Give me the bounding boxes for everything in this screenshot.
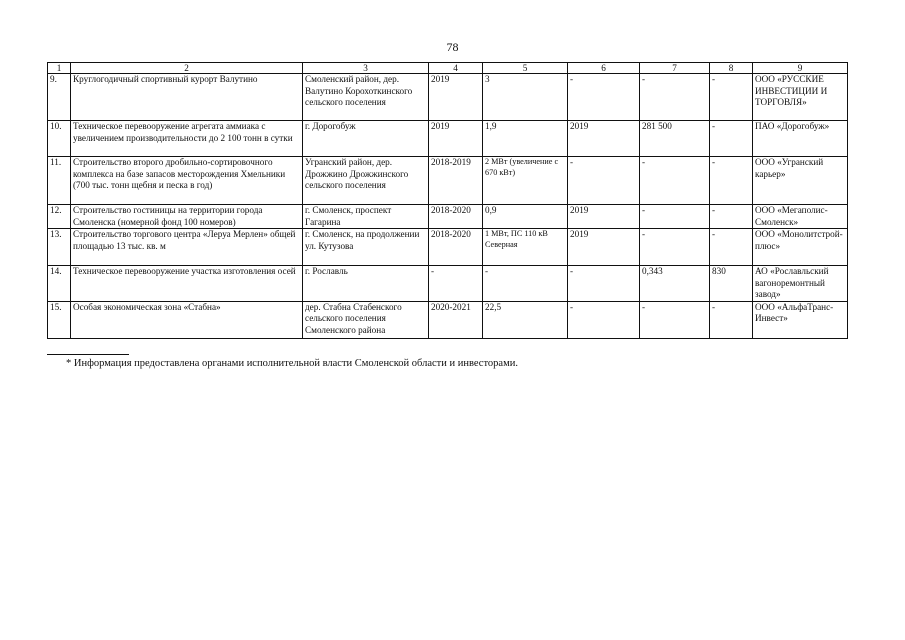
project-name: Техническое перевооружение участка изготовления осей (71, 266, 303, 302)
investor-org: ООО «Мегаполис-Смоленск» (753, 205, 848, 229)
project-location: г. Смоленск, проспект Гагарина (303, 205, 429, 229)
header-cell: 1 (48, 63, 71, 74)
table-row (48, 301, 848, 338)
table-row (48, 266, 848, 302)
column-8-value: - (710, 121, 753, 157)
column-7-value: 0,343 (640, 266, 710, 302)
column-6-value: 2019 (568, 121, 640, 157)
power-demand: - (483, 266, 568, 302)
column-7-value: - (640, 157, 710, 205)
project-period: - (429, 266, 483, 302)
project-location: дер. Стабна Стабенского сельского поселения Смоленского района (303, 301, 429, 338)
project-location: Смоленский район, дер. Валутино Корохоткинского сельского поселения (303, 74, 429, 121)
column-8-value: - (710, 157, 753, 205)
table-row (48, 229, 848, 266)
header-cell: 7 (640, 63, 710, 74)
header-cell: 3 (303, 63, 429, 74)
project-period: 2020-2021 (429, 301, 483, 338)
column-6-value: - (568, 74, 640, 121)
power-demand: 1,9 (483, 121, 568, 157)
project-name: Строительство второго дробильно-сортировочного комплекса на базе запасов месторождения Хмельники (700 тыс. тонн щебня и песка в год) (71, 157, 303, 205)
investor-org: ООО «РУССКИЕ ИНВЕСТИЦИИ И ТОРГОВЛЯ» (753, 74, 848, 121)
power-demand: 22,5 (483, 301, 568, 338)
project-name: Техническое перевооружение агрегата аммиака с увеличением производительности до 2 100 тонн в сутки (71, 121, 303, 157)
investor-org: АО «Рославльский вагоноремонтный завод» (753, 266, 848, 302)
project-name: Круглогодичный спортивный курорт Валутино (71, 74, 303, 121)
column-8-value: - (710, 74, 753, 121)
column-6-value: 2019 (568, 229, 640, 266)
header-row (48, 63, 848, 74)
column-7-value: - (640, 301, 710, 338)
table-row (48, 157, 848, 205)
column-6-value: - (568, 301, 640, 338)
header-cell: 9 (753, 63, 848, 74)
row-number: 15. (48, 301, 71, 338)
project-name: Строительство гостиницы на территории города Смоленска (номерной фонд 100 номеров) (71, 205, 303, 229)
power-demand: 2 МВт (увеличение с 670 кВт) (483, 157, 568, 205)
table-row (48, 74, 848, 121)
header-cell: 2 (71, 63, 303, 74)
power-demand: 3 (483, 74, 568, 121)
column-6-value: 2019 (568, 205, 640, 229)
column-7-value: - (640, 74, 710, 121)
investment-projects-table (47, 62, 848, 339)
project-location: Угранский район, дер. Дрожжино Дрожжинского сельского поселения (303, 157, 429, 205)
project-period: 2018-2019 (429, 157, 483, 205)
column-8-value: - (710, 301, 753, 338)
footnote: * Информация предоставлена органами исполнительной власти Смоленской области и инвесторами. (66, 358, 518, 369)
investor-org: ПАО «Дорогобуж» (753, 121, 848, 157)
project-period: 2018-2020 (429, 205, 483, 229)
column-8-value: - (710, 229, 753, 266)
table-row (48, 121, 848, 157)
column-7-value: - (640, 205, 710, 229)
power-demand: 1 МВт, ПС 110 кВ Северная (483, 229, 568, 266)
row-number: 10. (48, 121, 71, 157)
header-cell: 4 (429, 63, 483, 74)
project-name: Особая экономическая зона «Стабна» (71, 301, 303, 338)
investor-org: ООО «Монолитстрой-плюс» (753, 229, 848, 266)
page-number: 78 (446, 40, 459, 54)
project-location: г. Рославль (303, 266, 429, 302)
row-number: 12. (48, 205, 71, 229)
column-8-value: - (710, 205, 753, 229)
footnote-divider (47, 354, 129, 355)
project-location: г. Дорогобуж (303, 121, 429, 157)
row-number: 14. (48, 266, 71, 302)
header-cell: 5 (483, 63, 568, 74)
header-cell: 6 (568, 63, 640, 74)
investor-org: ООО «Угранский карьер» (753, 157, 848, 205)
column-7-value: 281 500 (640, 121, 710, 157)
project-period: 2019 (429, 121, 483, 157)
row-number: 11. (48, 157, 71, 205)
power-demand: 0,9 (483, 205, 568, 229)
row-number: 13. (48, 229, 71, 266)
header-cell: 8 (710, 63, 753, 74)
project-period: 2018-2020 (429, 229, 483, 266)
column-6-value: - (568, 157, 640, 205)
column-6-value: - (568, 266, 640, 302)
investor-org: ООО «АльфаТранс-Инвест» (753, 301, 848, 338)
table-row (48, 205, 848, 229)
project-name: Строительство торгового центра «Леруа Мерлен» общей площадью 13 тыс. кв. м (71, 229, 303, 266)
row-number: 9. (48, 74, 71, 121)
project-period: 2019 (429, 74, 483, 121)
column-8-value: 830 (710, 266, 753, 302)
project-location: г. Смоленск, на продолжении ул. Кутузова (303, 229, 429, 266)
column-7-value: - (640, 229, 710, 266)
